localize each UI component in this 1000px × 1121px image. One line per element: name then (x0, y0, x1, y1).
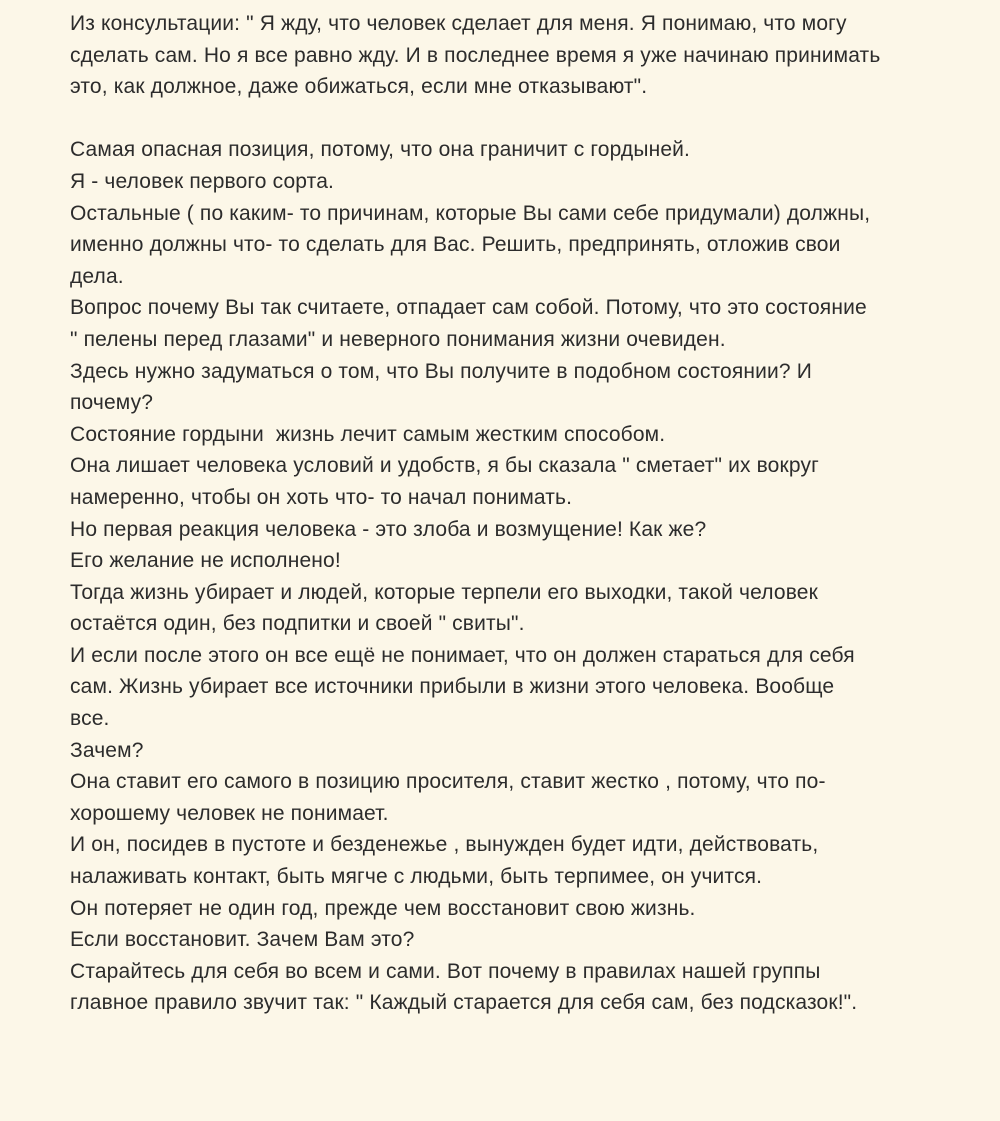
text-line: налаживать контакт, быть мягче с людьми, быть терпимее, он учится. (70, 865, 763, 889)
text-line: Она лишает человека условий и удобств, я бы сказала " сметает" их вокруг (70, 454, 819, 478)
text-line: сам. Жизнь убирает все источники прибыли в жизни этого человека. Вообще (70, 675, 835, 699)
text-line: главное правило звучит так: " Каждый старается для себя сам, без подсказок!". (70, 991, 858, 1015)
text-line: дела. (70, 264, 124, 288)
text-line: остаётся один, без подпитки и своей " свиты". (70, 612, 525, 636)
text-line: Его желание не исполнено! (70, 549, 341, 573)
text-line: это, как должное, даже обижаться, если мне отказывают". (70, 75, 648, 99)
text-line: Из консультации: " Я жду, что человек сделает для меня. Я понимаю, что могу (70, 12, 847, 35)
note-text (70, 8, 970, 1019)
text-line: Но первая реакция человека - это злоба и возмущение! Как же? (70, 517, 707, 541)
text-line: Она ставит его самого в позицию просителя, ставит жестко , потому, что по- (70, 770, 826, 794)
text-line: И он, посидев в пустоте и безденежье , вынужден будет идти, действовать, (70, 833, 819, 857)
text-line: Если восстановит. Зачем Вам это? (70, 928, 415, 952)
text-line: И если после этого он все ещё не понимает, что он должен стараться для себя (70, 643, 855, 667)
text-line: Вопрос почему Вы так считаете, отпадает сам собой. Потому, что это состояние (70, 296, 867, 320)
text-line: Он потеряет не один год, прежде чем восстановит свою жизнь. (70, 896, 696, 920)
text-line: " пелены перед глазами" и неверного понимания жизни очевиден. (70, 327, 726, 351)
text-line: Старайтесь для себя во всем и сами. Вот почему в правилах нашей группы (70, 959, 821, 983)
paragraph-gap (70, 103, 970, 135)
text-line: Здесь нужно задуматься о том, что Вы получите в подобном состоянии? И (70, 359, 812, 383)
text-line: хорошему человек не понимает. (70, 801, 389, 825)
text-line: Зачем? (70, 738, 144, 762)
text-line: Я - человек первого сорта. (70, 169, 335, 193)
text-line: сделать сам. Но я все равно жду. И в последнее время я уже начинаю принимать (70, 43, 881, 67)
text-line: Тогда жизнь убирает и людей, которые терпели его выходки, такой человек (70, 580, 818, 604)
text-line: почему? (70, 391, 154, 415)
text-line: Остальные ( по каким- то причинам, которые Вы сами себе придумали) должны, (70, 201, 871, 225)
text-line: Состояние гордыни жизнь лечит самым жестким способом. (70, 422, 666, 446)
text-line: именно должны что- то сделать для Вас. Решить, предпринять, отложив свои (70, 233, 841, 257)
text-line: все. (70, 707, 110, 731)
text-line: Самая опасная позиция, потому, что она граничит с гордыней. (70, 138, 691, 162)
text-line: намеренно, чтобы он хоть что- то начал понимать. (70, 485, 573, 509)
